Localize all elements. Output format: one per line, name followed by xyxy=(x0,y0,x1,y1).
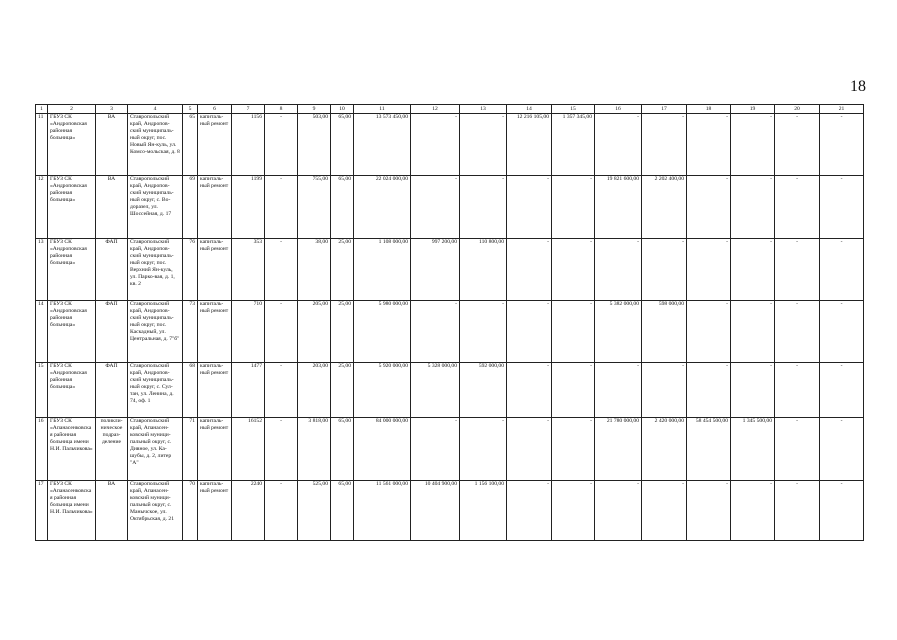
table-cell: - xyxy=(507,418,552,481)
table-cell: - xyxy=(265,176,298,239)
table-cell: 1156 xyxy=(232,114,265,176)
column-number-cell: 20 xyxy=(775,105,820,114)
table-cell: - xyxy=(507,301,552,363)
table-cell: ВА xyxy=(96,481,128,541)
table-cell: капиталь-ный ремонт xyxy=(198,363,232,418)
table-cell: 12 216 105,00 xyxy=(507,114,552,176)
table-cell: 19 821 600,00 xyxy=(595,176,642,239)
table-cell: 203,00 xyxy=(298,363,331,418)
table-cell: 15 xyxy=(36,363,48,418)
column-number-cell: 15 xyxy=(552,105,595,114)
table-cell: - xyxy=(731,363,775,418)
table-cell: - xyxy=(595,114,642,176)
column-number-cell: 18 xyxy=(687,105,731,114)
table-cell: - xyxy=(642,114,687,176)
table-cell: - xyxy=(775,239,820,301)
table-cell: - xyxy=(775,114,820,176)
table-cell: 70 xyxy=(183,481,198,541)
column-number-cell: 17 xyxy=(642,105,687,114)
table-cell: Ставропольский край, Апанасен-ковский муници-пальный округ, с. Манычское, ул. Октябрьская, д. 21 xyxy=(128,481,183,541)
table-cell: 71 xyxy=(183,418,198,481)
table-cell: 710 xyxy=(232,301,265,363)
table-cell: 11 xyxy=(36,114,48,176)
table-cell: 10 404 900,00 xyxy=(411,481,460,541)
column-number-cell: 4 xyxy=(128,105,183,114)
table-cell: ФАП xyxy=(96,301,128,363)
table-cell: - xyxy=(820,114,864,176)
table-cell: Ставропольский край, Андропов-ский муниципаль-ный округ, с. Сул-тан, ул. Ленина, д. 74, оф. 1 xyxy=(128,363,183,418)
table-row xyxy=(36,114,864,176)
column-number-cell: 2 xyxy=(48,105,96,114)
table-cell: 14 xyxy=(36,301,48,363)
table-cell: ГБУЗ СК «Апанасенковская районная больница имени Н.И. Пальчикова» xyxy=(48,481,96,541)
table-cell: - xyxy=(820,176,864,239)
table-cell: 598 000,00 xyxy=(642,301,687,363)
table-cell: - xyxy=(775,418,820,481)
column-number-cell: 13 xyxy=(460,105,507,114)
table-cell: 76 xyxy=(183,239,198,301)
table-cell: капиталь-ный ремонт xyxy=(198,176,232,239)
column-number-cell: 7 xyxy=(232,105,265,114)
column-number-cell: 6 xyxy=(198,105,232,114)
column-number-cell: 19 xyxy=(731,105,775,114)
table-cell: 5 980 000,00 xyxy=(354,301,411,363)
table-cell: - xyxy=(265,418,298,481)
table-cell: Ставропольский край, Андропов-ский муниципаль-ный округ, пос. Каскадный, ул. Центральная, д. 7"б" xyxy=(128,301,183,363)
table-cell: - xyxy=(507,481,552,541)
table-cell: 69 xyxy=(183,176,198,239)
table-cell: 65 xyxy=(183,114,198,176)
table-cell: 13 573 450,00 xyxy=(354,114,411,176)
table-cell: капиталь-ный ремонт xyxy=(198,481,232,541)
column-number-cell: 5 xyxy=(183,105,198,114)
table-cell: - xyxy=(731,176,775,239)
table-cell: 38,00 xyxy=(298,239,331,301)
table-cell: ГБУЗ СК «Андроповская районная больница» xyxy=(48,114,96,176)
table-cell: капиталь-ный ремонт xyxy=(198,418,232,481)
table-row xyxy=(36,176,864,239)
table-cell: ГБУЗ СК «Андроповская районная больница» xyxy=(48,239,96,301)
table-cell: 16152 xyxy=(232,418,265,481)
table-cell: 1 357 345,00 xyxy=(552,114,595,176)
table-cell: Ставропольский край, Апанасен-ковский муници-пальный округ, с. Дивное, ул. Ка-шубы, д. 2, литер "А" xyxy=(128,418,183,481)
table-cell: - xyxy=(731,481,775,541)
table-cell: - xyxy=(411,176,460,239)
table-cell: капиталь-ный ремонт xyxy=(198,239,232,301)
page-number: 18 xyxy=(850,78,866,95)
column-number-cell: 10 xyxy=(331,105,354,114)
table-cell: 25,00 xyxy=(331,301,354,363)
table-cell: - xyxy=(552,363,595,418)
table-row xyxy=(36,363,864,418)
table-cell: - xyxy=(820,363,864,418)
table-cell: - xyxy=(595,239,642,301)
table-cell: - xyxy=(731,301,775,363)
table-cell: - xyxy=(731,239,775,301)
column-number-cell: 1 xyxy=(36,105,48,114)
table-cell: 1 345 500,00 xyxy=(731,418,775,481)
table-cell: 5 328 000,00 xyxy=(411,363,460,418)
table-cell: 84 000 000,00 xyxy=(354,418,411,481)
table-cell: ГБУЗ СК «Андроповская районная больница» xyxy=(48,301,96,363)
table-cell: - xyxy=(642,363,687,418)
table-cell: 592 000,00 xyxy=(460,363,507,418)
table-cell: 205,00 xyxy=(298,301,331,363)
column-number-cell: 11 xyxy=(354,105,411,114)
table-cell: 11 561 000,00 xyxy=(354,481,411,541)
table-cell: - xyxy=(265,114,298,176)
table-cell: - xyxy=(552,418,595,481)
table-cell: ВА xyxy=(96,176,128,239)
table-cell: - xyxy=(820,418,864,481)
table-cell: - xyxy=(411,301,460,363)
table-cell: - xyxy=(507,176,552,239)
table-cell: - xyxy=(687,363,731,418)
table-cell: 65,00 xyxy=(331,418,354,481)
table-row xyxy=(36,301,864,363)
table-cell: - xyxy=(775,363,820,418)
table-cell: - xyxy=(552,239,595,301)
table-cell: 21 780 000,00 xyxy=(595,418,642,481)
table-cell: - xyxy=(265,239,298,301)
table-cell: поликли-ническое подраз-деление xyxy=(96,418,128,481)
table-cell: - xyxy=(552,481,595,541)
table-cell: - xyxy=(460,418,507,481)
table-cell: - xyxy=(775,176,820,239)
table-cell: - xyxy=(687,176,731,239)
column-number-cell: 8 xyxy=(265,105,298,114)
table-cell: капиталь-ный ремонт xyxy=(198,114,232,176)
column-number-cell: 12 xyxy=(411,105,460,114)
table-cell: 2 202 400,00 xyxy=(642,176,687,239)
table-cell: - xyxy=(411,114,460,176)
table-cell: 65,00 xyxy=(331,481,354,541)
table-cell: - xyxy=(642,239,687,301)
table-row xyxy=(36,418,864,481)
column-number-cell: 14 xyxy=(507,105,552,114)
table-cell: - xyxy=(507,239,552,301)
table-cell: - xyxy=(265,301,298,363)
data-table xyxy=(35,104,864,541)
column-number-cell: 9 xyxy=(298,105,331,114)
table-cell: - xyxy=(507,363,552,418)
table-cell: 1 156 100,00 xyxy=(460,481,507,541)
table-cell: 503,00 xyxy=(298,114,331,176)
table-cell: 2 420 000,00 xyxy=(642,418,687,481)
table-cell: 110 800,00 xyxy=(460,239,507,301)
column-number-cell: 16 xyxy=(595,105,642,114)
column-number-cell: 3 xyxy=(96,105,128,114)
table-cell: 65,00 xyxy=(331,114,354,176)
table-cell: 1477 xyxy=(232,363,265,418)
header-row xyxy=(36,105,864,114)
table-cell: 13 xyxy=(36,239,48,301)
table-cell: - xyxy=(775,301,820,363)
table-cell: 12 xyxy=(36,176,48,239)
table-cell: - xyxy=(731,114,775,176)
table-cell: - xyxy=(642,481,687,541)
table-cell: - xyxy=(411,418,460,481)
table-cell: - xyxy=(265,363,298,418)
table-cell: 2240 xyxy=(232,481,265,541)
table-cell: ВА xyxy=(96,114,128,176)
table-cell: 5 382 000,00 xyxy=(595,301,642,363)
table-cell: 525,00 xyxy=(298,481,331,541)
table-cell: - xyxy=(595,363,642,418)
table-cell: Ставропольский край, Андропов-ский муниципаль-ный округ, пос. Верхний Ян-куль, ул. Парко-вая, д. 1, кв. 2 xyxy=(128,239,183,301)
table-cell: 3 818,00 xyxy=(298,418,331,481)
table-cell: - xyxy=(687,301,731,363)
table-cell: 58 454 500,00 xyxy=(687,418,731,481)
table-cell: капиталь-ный ремонт xyxy=(198,301,232,363)
table-cell: 65,00 xyxy=(331,176,354,239)
table-cell: 16 xyxy=(36,418,48,481)
table-cell: 5 920 000,00 xyxy=(354,363,411,418)
table-cell: - xyxy=(775,481,820,541)
table-cell: - xyxy=(687,239,731,301)
table-cell: 997 200,00 xyxy=(411,239,460,301)
table-cell: 68 xyxy=(183,363,198,418)
table-cell: - xyxy=(460,114,507,176)
table-cell: 17 xyxy=(36,481,48,541)
table-cell: - xyxy=(460,301,507,363)
table-cell: - xyxy=(820,301,864,363)
table-cell: 22 024 000,00 xyxy=(354,176,411,239)
table-cell: ФАП xyxy=(96,363,128,418)
table-cell: ГБУЗ СК «Апанасенковская районная больница имени Н.И. Пальчикова» xyxy=(48,418,96,481)
table-cell: - xyxy=(820,481,864,541)
table-cell: - xyxy=(595,481,642,541)
table-cell: Ставропольский край, Андропов-ский муниципаль-ный округ, пос. Новый Ян-куль, ул. Комсо-мольская, д. 8 xyxy=(128,114,183,176)
table-cell: ФАП xyxy=(96,239,128,301)
table-row xyxy=(36,239,864,301)
table-cell: 1199 xyxy=(232,176,265,239)
table-cell: - xyxy=(460,176,507,239)
table-cell: Ставропольский край, Андропов-ский муниципаль-ный округ, с. Во-доразел, ул. Шоссейная, д. 17 xyxy=(128,176,183,239)
table-cell: - xyxy=(820,239,864,301)
table-cell: - xyxy=(687,481,731,541)
table-cell: 25,00 xyxy=(331,239,354,301)
table-cell: 25,00 xyxy=(331,363,354,418)
table-cell: ГБУЗ СК «Андроповская районная больница» xyxy=(48,363,96,418)
table-cell: - xyxy=(552,301,595,363)
table-cell: - xyxy=(687,114,731,176)
table-row xyxy=(36,481,864,541)
table-cell: 755,00 xyxy=(298,176,331,239)
table-cell: 73 xyxy=(183,301,198,363)
table-cell: 1 108 000,00 xyxy=(354,239,411,301)
column-number-cell: 21 xyxy=(820,105,864,114)
table-cell: - xyxy=(552,176,595,239)
table-cell: 353 xyxy=(232,239,265,301)
table-cell: ГБУЗ СК «Андроповская районная больница» xyxy=(48,176,96,239)
table-cell: - xyxy=(265,481,298,541)
